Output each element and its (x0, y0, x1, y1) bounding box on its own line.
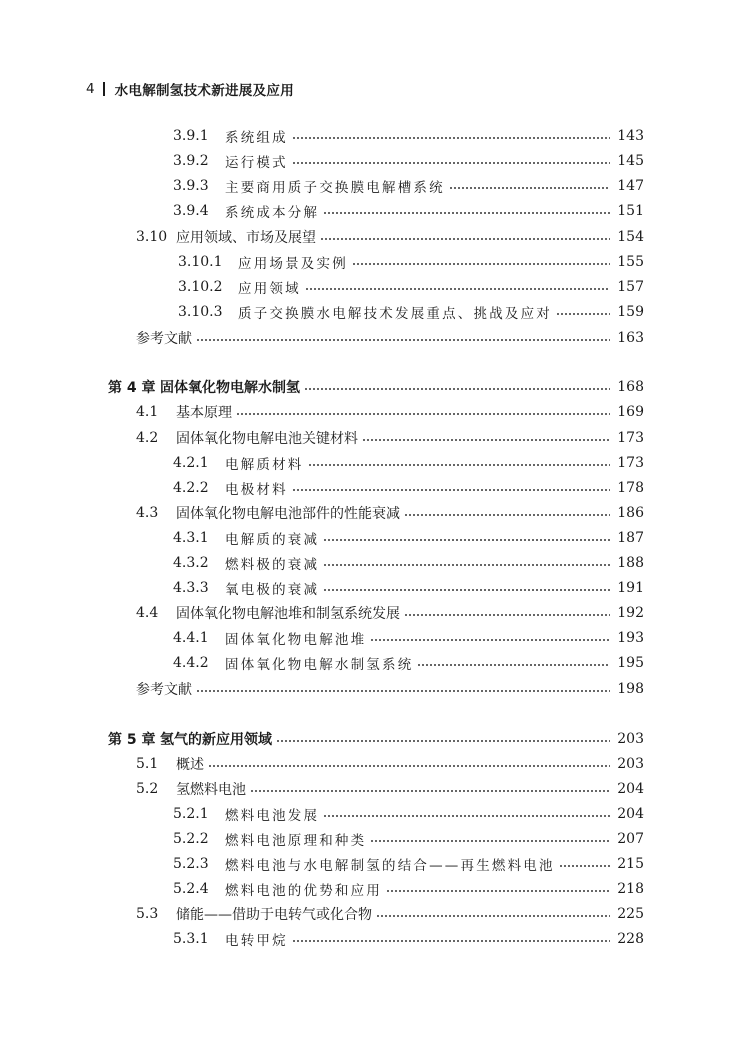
dot-leader (292, 137, 610, 139)
toc-entry-page: 198 (617, 681, 644, 697)
toc-entry-page: 147 (617, 178, 644, 194)
dot-leader (404, 514, 610, 516)
toc-entry[interactable] (173, 528, 644, 548)
toc-entry[interactable] (136, 779, 644, 799)
dot-leader (208, 765, 610, 767)
dot-leader (292, 940, 610, 942)
toc-entry-number: 4.4.2 (173, 655, 209, 671)
toc-entry-number: 4.2.2 (173, 480, 209, 496)
toc-entry[interactable] (136, 603, 644, 623)
dot-leader (559, 865, 610, 867)
toc-entry-page: 228 (617, 931, 644, 947)
toc-entry[interactable] (136, 503, 644, 523)
toc-entry-title: 系统成本分解 (225, 205, 320, 221)
dot-leader (250, 790, 610, 792)
toc-entry-number: 5.2.2 (173, 831, 209, 847)
toc-entry[interactable] (173, 854, 644, 874)
toc-entry-page: 157 (617, 279, 644, 295)
dot-leader (323, 589, 610, 591)
toc-entry-title: 电极材料 (225, 482, 288, 498)
toc-entry-number: 5.3.1 (173, 931, 209, 947)
header-separator (103, 82, 105, 96)
toc-entry-number: 4.3.2 (173, 555, 209, 571)
dot-leader (196, 339, 610, 341)
toc-entry-number: 3.9.2 (173, 153, 209, 169)
toc-entry-number: 3.9.3 (173, 178, 209, 194)
dot-leader (323, 815, 610, 817)
toc-entry-number: 4.1 (136, 404, 159, 420)
toc-entry-page: 192 (617, 605, 644, 621)
toc-entry-title: 电解质的衰减 (225, 532, 320, 548)
toc-entry-title: 固体氧化物电解水制氢 (160, 380, 300, 396)
toc-entry-number: 5.2 (136, 781, 159, 797)
toc-entry-number: 4.3.3 (173, 580, 209, 596)
toc-entry[interactable] (173, 578, 644, 598)
toc-entry-title: 参考文献 (136, 331, 192, 347)
toc-entry-title: 固体氧化物电解池堆和制氢系统发展 (176, 606, 400, 622)
toc-entry-page: 204 (617, 781, 644, 797)
dot-leader (386, 890, 610, 892)
toc-entry-page: 215 (617, 856, 644, 872)
toc-entry-title: 固体氧化物电解池堆 (225, 632, 367, 648)
dot-leader (292, 162, 610, 164)
dot-leader (362, 439, 610, 441)
toc-entry-title: 应用领域 (238, 281, 301, 297)
dot-leader (376, 915, 610, 917)
toc-entry-title: 应用领域、市场及展望 (176, 230, 316, 246)
toc-entry-page: 168 (617, 379, 644, 395)
toc-entry-page: 173 (617, 455, 644, 471)
toc-entry-page: 155 (617, 254, 644, 270)
toc-entry-number: 第 5 章 (108, 732, 156, 748)
toc-entry-page: 178 (617, 480, 644, 496)
toc-entry-number: 5.3 (136, 906, 159, 922)
toc-entry-number: 4.3 (136, 505, 159, 521)
running-header (86, 79, 294, 99)
toc-entry[interactable] (136, 754, 644, 774)
toc-entry-title: 电解质材料 (225, 457, 304, 473)
toc-entry-title: 参考文献 (136, 682, 192, 698)
toc-entry-page: 218 (617, 881, 644, 897)
toc-entry[interactable] (173, 553, 644, 573)
toc-entry[interactable] (173, 653, 644, 673)
toc-entry[interactable] (108, 377, 644, 397)
toc-entry-title: 氧电极的衰减 (225, 582, 320, 598)
dot-leader (276, 740, 610, 742)
toc-entry-number: 3.10.1 (178, 254, 223, 270)
dot-leader (236, 413, 610, 415)
toc-entry-number: 5.1 (136, 756, 159, 772)
dot-leader (305, 288, 610, 290)
toc-entry[interactable] (136, 328, 644, 348)
dot-leader (352, 263, 610, 265)
toc-entry-number: 5.2.4 (173, 881, 209, 897)
toc-entry-title: 固体氧化物电解水制氢系统 (225, 657, 414, 673)
toc-entry[interactable] (173, 804, 644, 824)
toc-entry-page: 188 (617, 555, 644, 571)
toc-entry[interactable] (136, 679, 644, 699)
dot-leader (556, 313, 610, 315)
toc-entry-title: 主要商用质子交换膜电解槽系统 (225, 180, 445, 196)
toc-entry-title: 固体氧化物电解电池部件的性能衰减 (176, 506, 400, 522)
dot-leader (308, 464, 611, 466)
toc-entry[interactable] (178, 252, 644, 272)
dot-leader (370, 840, 610, 842)
toc-entry-number: 4.2.1 (173, 455, 209, 471)
toc-entry[interactable] (173, 478, 644, 498)
toc-entry-page: 145 (617, 153, 644, 169)
toc-entry-page: 203 (617, 731, 644, 747)
toc-entry-page: 143 (617, 128, 644, 144)
toc-entry[interactable] (173, 929, 644, 949)
toc-entry-title: 燃料电池的优势和应用 (225, 883, 382, 899)
toc-entry[interactable] (173, 829, 644, 849)
toc-entry-page: 193 (617, 630, 644, 646)
dot-leader (196, 690, 610, 692)
toc-entry-page: 159 (617, 304, 644, 320)
toc-entry-title: 燃料电池与水电解制氢的结合——再生燃料电池 (225, 858, 555, 874)
toc-entry[interactable] (173, 126, 644, 146)
toc-entry-page: 195 (617, 655, 644, 671)
dot-leader (304, 388, 610, 390)
toc-entry[interactable] (173, 453, 644, 473)
toc-entry-page: 187 (617, 530, 644, 546)
toc-entry-page: 203 (617, 756, 644, 772)
toc-entry[interactable] (136, 402, 644, 422)
toc-entry-title: 储能——借助于电转气或化合物 (176, 907, 372, 923)
toc-entry-number: 5.2.1 (173, 806, 209, 822)
toc-entry-title: 电转甲烷 (225, 933, 288, 949)
toc-entry[interactable] (173, 151, 644, 171)
toc-entry-number: 5.2.3 (173, 856, 209, 872)
dot-leader (323, 212, 610, 214)
toc-entry-page: 225 (617, 906, 644, 922)
toc-entry[interactable] (178, 302, 644, 322)
toc-entry-page: 186 (617, 505, 644, 521)
dot-leader (370, 639, 610, 641)
toc-entry-title: 固体氧化物电解电池关键材料 (176, 431, 358, 447)
toc-entry[interactable] (136, 227, 644, 247)
toc-entry[interactable] (108, 729, 644, 749)
toc-entry[interactable] (178, 277, 644, 297)
toc-entry-page: 151 (617, 203, 644, 219)
toc-entry-number: 4.3.1 (173, 530, 209, 546)
toc-entry[interactable] (173, 176, 644, 196)
dot-leader (417, 664, 610, 666)
dot-leader (323, 539, 610, 541)
dot-leader (320, 238, 610, 240)
toc-entry-page: 169 (617, 404, 644, 420)
toc-entry-number: 第 4 章 (108, 380, 156, 396)
toc-entry-title: 氢燃料电池 (176, 782, 246, 798)
toc-entry-number: 3.10.2 (178, 279, 223, 295)
toc-entry[interactable] (136, 904, 644, 924)
toc-entry-page: 163 (617, 330, 644, 346)
toc-entry-title: 燃料极的衰减 (225, 557, 320, 573)
toc-entry-number: 4.2 (136, 430, 159, 446)
toc-entry-title: 运行模式 (225, 155, 288, 171)
toc-entry-title: 基本原理 (176, 405, 232, 421)
dot-leader (292, 489, 610, 491)
toc-entry-page: 207 (617, 831, 644, 847)
dot-leader (449, 187, 610, 189)
toc-entry-title: 质子交换膜水电解技术发展重点、挑战及应对 (238, 306, 552, 322)
header-page-number: 4 (86, 81, 95, 97)
toc-entry-number: 3.9.1 (173, 128, 209, 144)
toc-entry-page: 173 (617, 430, 644, 446)
toc-entry-number: 3.10.3 (178, 304, 223, 320)
header-book-title: 水电解制氢技术新进展及应用 (114, 83, 294, 99)
dot-leader (323, 564, 610, 566)
toc-entry-number: 4.4 (136, 605, 159, 621)
toc-entry-title: 氢气的新应用领域 (160, 732, 272, 748)
toc-entry-title: 系统组成 (225, 130, 288, 146)
toc-entry-page: 191 (617, 580, 644, 596)
toc-entry[interactable] (173, 628, 644, 648)
toc-entry-title: 概述 (176, 757, 204, 773)
dot-leader (404, 614, 610, 616)
toc-entry-number: 3.9.4 (173, 203, 209, 219)
toc-entry-page: 204 (617, 806, 644, 822)
toc-entry[interactable] (173, 879, 644, 899)
toc-entry-number: 3.10 (136, 229, 168, 245)
toc-entry-title: 燃料电池发展 (225, 808, 320, 824)
toc-entry-title: 燃料电池原理和种类 (225, 833, 367, 849)
toc-entry[interactable] (173, 201, 644, 221)
toc-entry[interactable] (136, 428, 644, 448)
toc-entry-title: 应用场景及实例 (238, 256, 348, 272)
toc-entry-page: 154 (617, 229, 644, 245)
toc-entry-number: 4.4.1 (173, 630, 209, 646)
